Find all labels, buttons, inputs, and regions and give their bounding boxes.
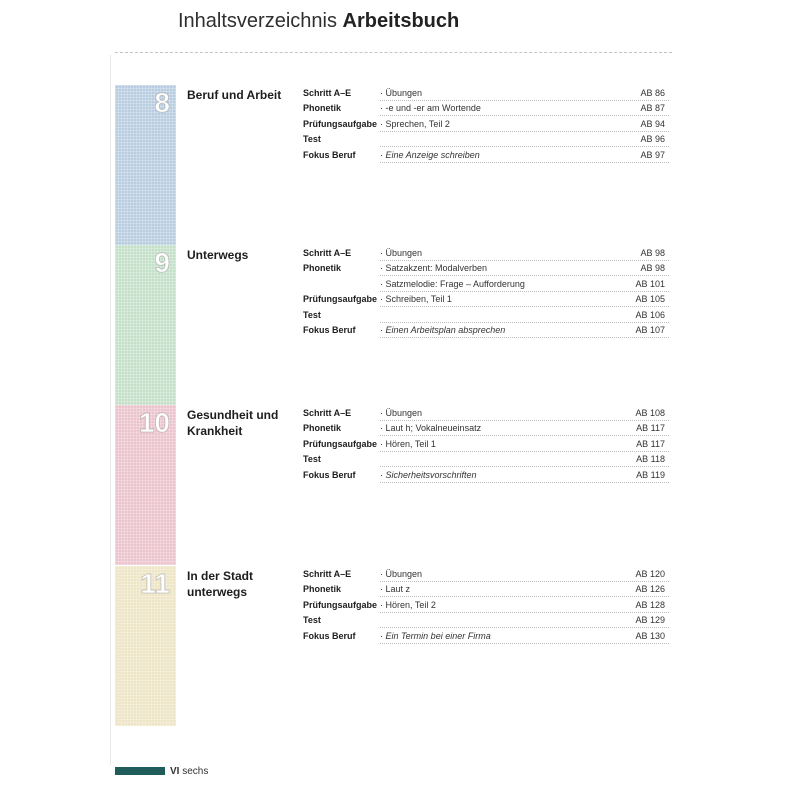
toc-row-description: · Satzmelodie: Frage – Aufforderung bbox=[380, 278, 525, 289]
toc-row-label: Schritt A–E bbox=[303, 569, 352, 579]
page-title bbox=[178, 10, 459, 33]
toc-row-page: AB 101 bbox=[635, 278, 665, 289]
toc-row-description: · Sprechen, Teil 2 bbox=[380, 118, 450, 129]
toc-row-page: AB 87 bbox=[640, 103, 665, 114]
toc-row-label: Phonetik bbox=[303, 103, 342, 114]
toc-row-page: AB 98 bbox=[640, 263, 665, 274]
toc-row-label: Fokus Beruf bbox=[303, 149, 356, 160]
toc-row-page: AB 120 bbox=[635, 569, 665, 579]
toc-row-label: Prüfungsaufgabe bbox=[303, 294, 378, 305]
toc-row-page: AB 108 bbox=[635, 408, 665, 418]
title-divider bbox=[115, 52, 672, 53]
toc-row-description: · Übungen bbox=[380, 569, 423, 579]
toc-row bbox=[0, 261, 800, 276]
toc-row-label: Test bbox=[303, 134, 321, 145]
toc-row-page: AB 130 bbox=[635, 630, 665, 641]
toc-row-label: Prüfungsaufgabe bbox=[303, 599, 378, 610]
page-title-light: Inhaltsverzeichnis bbox=[178, 10, 337, 32]
toc-row bbox=[0, 277, 800, 292]
toc-row-label: Fokus Beruf bbox=[303, 469, 356, 480]
toc-row bbox=[0, 323, 800, 338]
toc-row-page: AB 94 bbox=[640, 118, 665, 129]
toc-row-description: · Übungen bbox=[380, 88, 423, 98]
chapter-number: 10 bbox=[138, 407, 170, 438]
toc-row-label: Prüfungsaufgabe bbox=[303, 118, 378, 129]
toc-row bbox=[0, 101, 800, 116]
toc-row-label: Phonetik bbox=[303, 423, 342, 434]
toc-row-separator bbox=[380, 337, 669, 338]
toc-row bbox=[0, 86, 800, 101]
toc-row-description: · Schreiben, Teil 1 bbox=[380, 294, 452, 305]
page-number-word: sechs bbox=[182, 766, 209, 777]
toc-row-page: AB 129 bbox=[635, 615, 665, 626]
footer-accent-bar bbox=[115, 767, 165, 775]
toc-row-label: Phonetik bbox=[303, 584, 342, 595]
toc-row bbox=[0, 117, 800, 132]
toc-row-label: Prüfungsaufgabe bbox=[303, 438, 378, 449]
page-number bbox=[170, 766, 208, 777]
toc-row-label: Test bbox=[303, 615, 321, 626]
toc-row-page: AB 97 bbox=[640, 149, 665, 160]
chapter-number: 9 bbox=[154, 247, 170, 278]
page-title-bold: Arbeitsbuch bbox=[342, 10, 460, 32]
toc-row-description: · Übungen bbox=[380, 408, 423, 418]
toc-row-label: Schritt A–E bbox=[303, 408, 352, 418]
chapter-title: In der Stadt unterwegs bbox=[187, 569, 254, 599]
toc-row-description: · Einen Arbeitsplan absprechen bbox=[380, 325, 506, 335]
toc-row-label: Fokus Beruf bbox=[303, 630, 356, 641]
toc-row-separator bbox=[380, 162, 669, 163]
chapter-number: 11 bbox=[140, 568, 170, 599]
toc-row-page: AB 86 bbox=[640, 88, 665, 98]
toc-row-description: · -e und -er am Wortende bbox=[380, 103, 481, 114]
toc-row bbox=[0, 421, 800, 436]
toc-row bbox=[0, 246, 800, 261]
toc-row-page: AB 126 bbox=[635, 584, 665, 595]
toc-row bbox=[0, 598, 800, 613]
toc-row-description: · Eine Anzeige schreiben bbox=[380, 149, 480, 160]
toc-row-description: · Hören, Teil 1 bbox=[380, 438, 436, 449]
chapter-number: 8 bbox=[154, 87, 170, 118]
toc-row-separator bbox=[380, 482, 669, 483]
toc-row bbox=[0, 406, 800, 421]
toc-row-page: AB 118 bbox=[636, 454, 665, 465]
toc-row-page: AB 119 bbox=[636, 469, 665, 480]
toc-row-page: AB 128 bbox=[635, 599, 665, 610]
toc-row bbox=[0, 452, 800, 467]
toc-row-page: AB 117 bbox=[636, 438, 665, 449]
toc-row-page: AB 107 bbox=[635, 325, 665, 335]
toc-row-page: AB 106 bbox=[635, 309, 665, 320]
page-number-roman: VI bbox=[170, 766, 180, 777]
toc-row bbox=[0, 437, 800, 452]
toc-row bbox=[0, 567, 800, 582]
toc-row-description: · Sicherheitsvorschriften bbox=[380, 469, 477, 480]
toc-row-label: Phonetik bbox=[303, 263, 342, 274]
toc-row-label: Schritt A–E bbox=[303, 88, 352, 98]
toc-row-description: · Laut z bbox=[380, 584, 411, 595]
toc-row bbox=[0, 629, 800, 644]
toc-row-page: AB 117 bbox=[636, 423, 665, 434]
toc-row-label: Fokus Beruf bbox=[303, 325, 356, 335]
chapter-title: Gesundheit und Krankheit bbox=[187, 408, 279, 438]
toc-row-description: · Satzakzent: Modalverben bbox=[380, 263, 488, 274]
toc-row bbox=[0, 468, 800, 483]
chapter-title: Unterwegs bbox=[187, 248, 249, 262]
toc-row-description: · Hören, Teil 2 bbox=[380, 599, 436, 610]
toc-row-page: AB 96 bbox=[640, 134, 665, 145]
toc-row bbox=[0, 148, 800, 163]
toc-row bbox=[0, 613, 800, 628]
toc-row-label: Test bbox=[303, 309, 321, 320]
toc-row-description: · Übungen bbox=[380, 248, 423, 258]
toc-row-description: · Ein Termin bei einer Firma bbox=[380, 630, 491, 641]
toc-row bbox=[0, 132, 800, 147]
toc-row-description: · Laut h; Vokalneueinsatz bbox=[380, 423, 482, 434]
chapter-title: Beruf und Arbeit bbox=[187, 88, 282, 102]
toc-row-page: AB 98 bbox=[640, 248, 665, 258]
toc-row bbox=[0, 308, 800, 323]
toc-row-separator bbox=[380, 643, 669, 644]
toc-row bbox=[0, 582, 800, 597]
toc-row bbox=[0, 292, 800, 307]
toc-row-label: Schritt A–E bbox=[303, 248, 352, 258]
toc-row-page: AB 105 bbox=[635, 294, 665, 305]
toc-row-label: Test bbox=[303, 454, 321, 465]
